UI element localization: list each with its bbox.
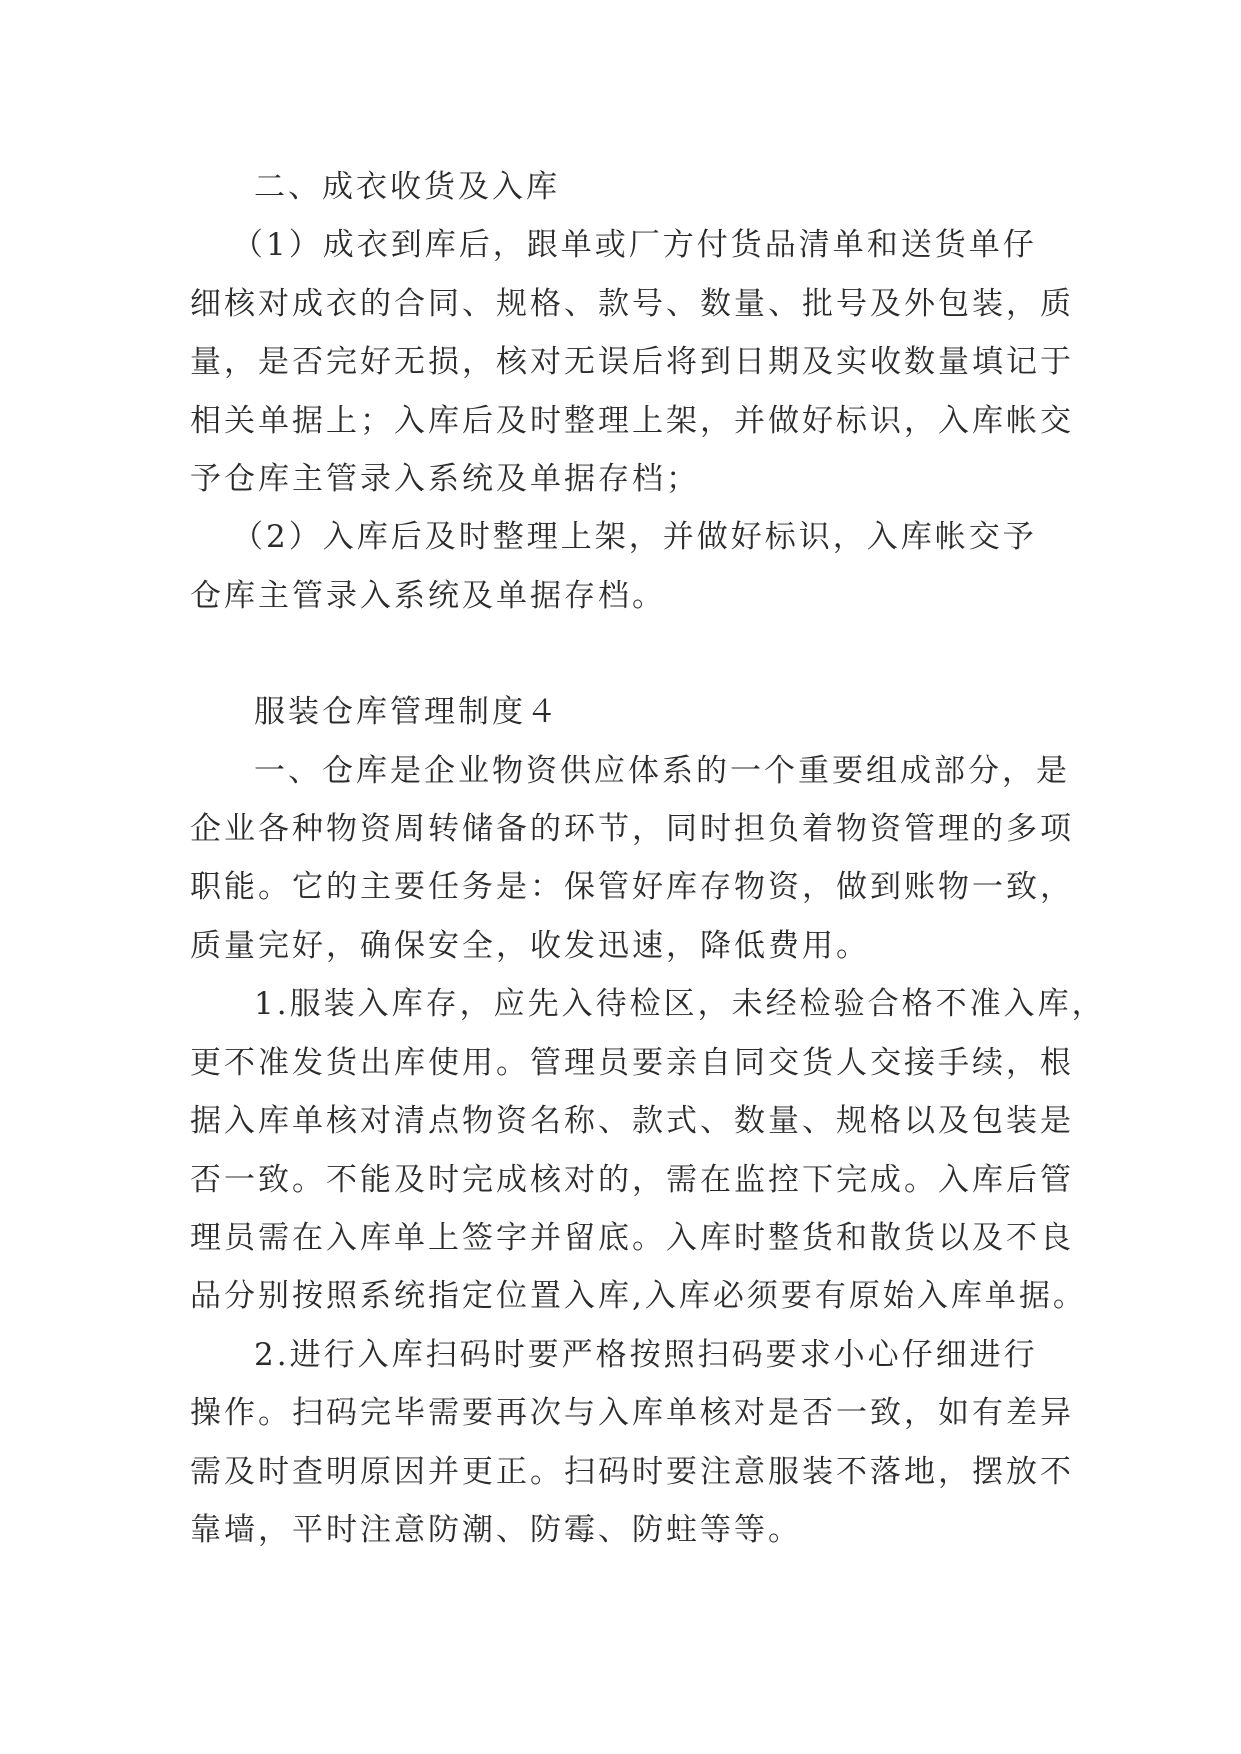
text-line: 2.进行入库扫码时要严格按照扫码要求小心仔细进行 xyxy=(254,1336,1038,1373)
document-title xyxy=(190,683,1050,741)
section-spacer xyxy=(190,625,1050,683)
text-line: 质量完好，确保安全，收发迅速，降低费用。 xyxy=(190,927,870,964)
text-line: 予仓库主管录入系统及单据存档； xyxy=(190,461,700,498)
text-line: 1.服装入库存，应先入待检区，未经检验合格不准入库， xyxy=(254,986,1106,1023)
text-line: 相关单据上；入库后及时整理上架，并做好标识，入库帐交 xyxy=(190,402,1074,439)
text-line: 更不准发货出库使用。管理员要亲自同交货人交接手续，根 xyxy=(190,1044,1074,1081)
text-line: 理员需在入库单上签字并留底。入库时整货和散货以及不良 xyxy=(190,1219,1074,1256)
paragraph-item-1 xyxy=(190,216,1074,508)
text-line: 需及时查明原因并更正。扫码时要注意服装不落地，摆放不 xyxy=(190,1453,1074,1490)
paragraph-item-2 xyxy=(190,508,1050,625)
paragraph-rule-1 xyxy=(190,975,1106,1325)
text-line: 量，是否完好无损，核对无误后将到日期及实收数量填记于 xyxy=(190,344,1074,381)
text-line: 一、仓库是企业物资供应体系的一个重要组成部分，是 xyxy=(254,752,1070,789)
text-line: （2）入库后及时整理上架，并做好标识，入库帐交予 xyxy=(232,519,1037,556)
text-line: 否一致。不能及时完成核对的，需在监控下完成。入库后管 xyxy=(190,1161,1074,1198)
text-line: 企业各种物资周转储备的环节，同时担负着物资管理的多项 xyxy=(190,811,1074,848)
document-body xyxy=(190,158,1106,1559)
text-line: （1）成衣到库后，跟单或厂方付货品清单和送货单仔 xyxy=(232,227,1037,264)
text-line: 细核对成衣的合同、规格、款号、数量、批号及外包装，质 xyxy=(190,285,1074,322)
text-line: 职能。它的主要任务是：保管好库存物资，做到账物一致， xyxy=(190,869,1074,906)
paragraph-rule-2 xyxy=(190,1326,1074,1560)
paragraph-intro xyxy=(190,742,1074,976)
section-heading-text: 二、成衣收货及入库 xyxy=(254,169,560,205)
text-line: 靠墙，平时注意防潮、防霉、防蛀等等。 xyxy=(190,1511,802,1548)
text-line: 品分别按照系统指定位置入库,入库必须要有原始入库单据。 xyxy=(190,1278,1087,1315)
document-title-text: 服装仓库管理制度４ xyxy=(254,694,560,731)
text-line: 据入库单核对清点物资名称、款式、数量、规格以及包装是 xyxy=(190,1103,1074,1140)
section-heading xyxy=(190,158,1050,216)
text-line: 仓库主管录入系统及单据存档。 xyxy=(190,577,666,614)
text-line: 操作。扫码完毕需要再次与入库单核对是否一致，如有差异 xyxy=(190,1395,1074,1432)
